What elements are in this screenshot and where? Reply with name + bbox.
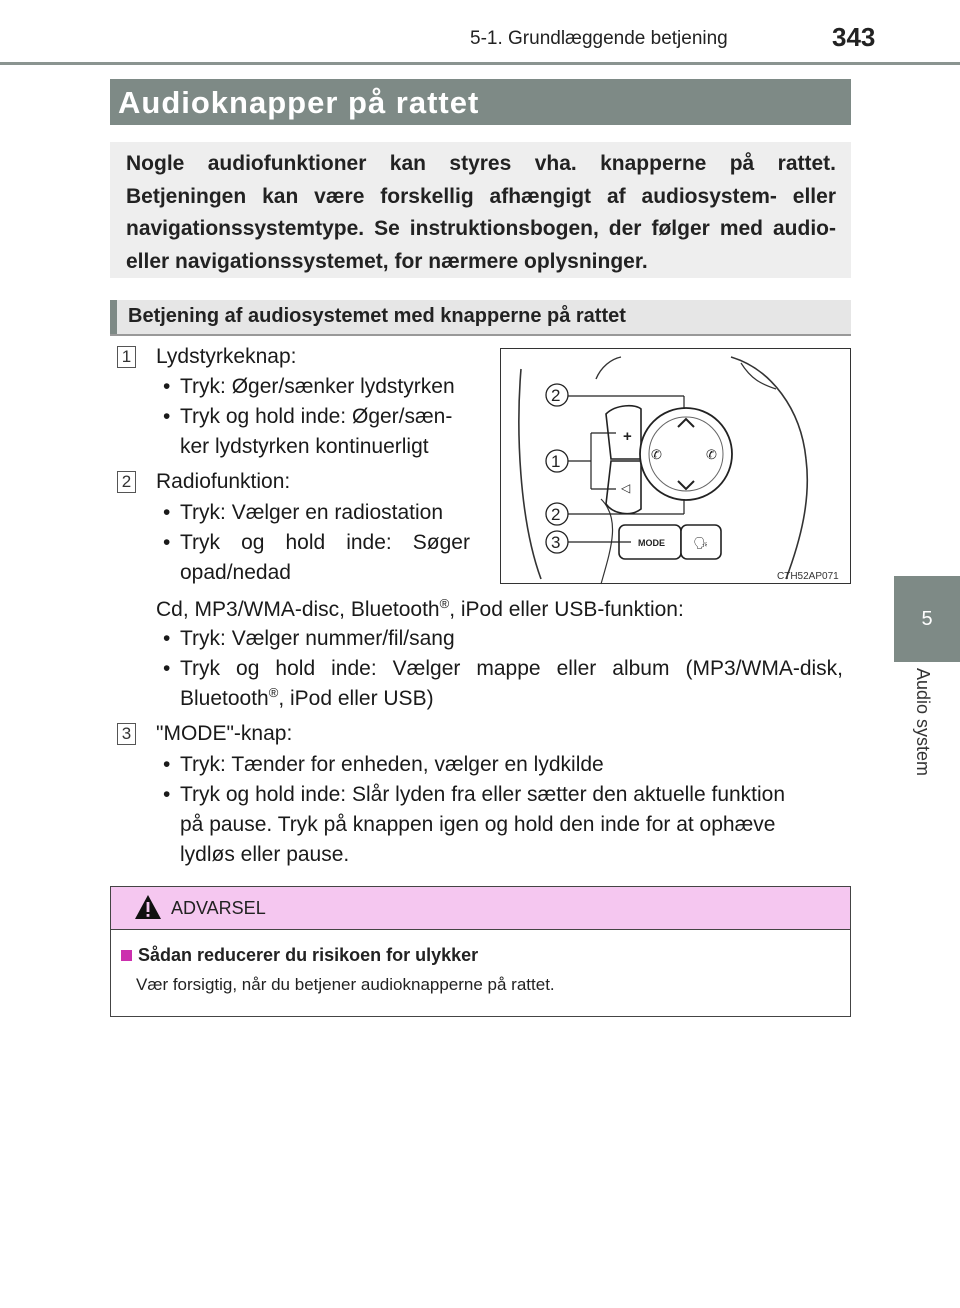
svg-text:+: + [623,428,632,445]
subheader-text: Betjening af audiosystemet med knapperne på rattet [128,305,626,327]
page-title-bar [110,79,851,125]
svg-text:◁: ◁ [621,481,631,495]
bullet-item: • Tryk og hold inde: Øger/sæn- [163,405,453,428]
svg-text:✆: ✆ [706,448,717,463]
bullet-item: • Tryk: Øger/sænker lydstyrken [163,375,455,398]
warning-box [110,886,851,1017]
callout-label: 3 [551,533,561,552]
square-bullet-icon [121,950,132,961]
item-number-badge: 2 [117,471,136,493]
item-heading: "MODE"-knap: [156,722,293,745]
bullet-item: • Tryk: Tænder for enheden, vælger en lydkilde [163,753,604,776]
cd-heading: Cd, MP3/WMA-disc, Bluetooth®, iPod eller USB-funktion: [156,596,684,621]
steering-wheel-illustration [501,349,852,585]
mode-button-label: MODE [638,538,665,548]
subheader-accent [110,300,117,334]
item-heading: Radiofunktion: [156,470,291,493]
subheader [110,300,851,334]
page-title: Audioknapper på rattet [118,85,480,120]
chapter-title: Audio system [913,668,933,777]
bullet-item: • Tryk: Vælger nummer/fil/sang [163,627,455,650]
figure-caption: CTH52AP071 [777,571,839,582]
intro-box [110,142,851,278]
item-heading: Lydstyrkeknap: [156,345,297,368]
warning-triangle-icon [133,893,163,921]
bullet-item-continued: ker lydstyrken kontinuerligt [180,435,429,458]
bullet-item-continued: på pause. Tryk på knappen igen og hold den inde for at ophæve [180,813,776,836]
header-rule [0,62,960,65]
callout-label: 2 [551,505,561,524]
bullet-item-continued: Bluetooth®, iPod eller USB) [180,685,434,710]
svg-text:🗣: 🗣 [693,536,709,550]
bullet-item: • Tryk og hold inde: Søger [163,531,470,554]
item-number-badge: 3 [117,723,136,745]
chapter-side-label [890,668,960,808]
chapter-tab [894,576,960,662]
bullet-item: • Tryk og hold inde: Slår lyden fra eller sætter den aktuelle funktion [163,783,786,806]
chapter-number: 5 [921,607,933,630]
intro-text: Nogle audiofunktioner kan styres vha. knapperne på rattet. Betjeningen kan være forskellig afhængigt af audiosystem- eller navigationssystemtype. Se instruktionsbogen, der følger med audio- eller navigationssystemet, for nærmere oplysninger. [126,152,836,273]
page-number: 343 [832,22,876,52]
svg-text:✆: ✆ [651,448,662,463]
callout-label: 2 [551,386,561,405]
warning-label: ADVARSEL [171,898,266,918]
warning-header [111,887,850,930]
subheader-rule [110,334,851,336]
bullet-item-continued: lydløs eller pause. [180,843,350,866]
warning-body: Vær forsigtig, når du betjener audioknapperne på rattet. [136,975,555,994]
item-number-badge: 1 [117,346,136,368]
steering-wheel-figure [500,348,851,584]
section-title: 5-1. Grundlæggende betjening [470,28,728,49]
bullet-item: • Tryk: Vælger en radiostation [163,501,444,524]
warning-title: Sådan reducerer du risikoen for ulykker [121,945,478,966]
bullet-item: • Tryk og hold inde: Vælger mappe eller album (MP3/WMA-disk, [163,657,843,680]
callout-label: 1 [551,452,561,471]
bullet-item-continued: opad/nedad [180,561,291,584]
